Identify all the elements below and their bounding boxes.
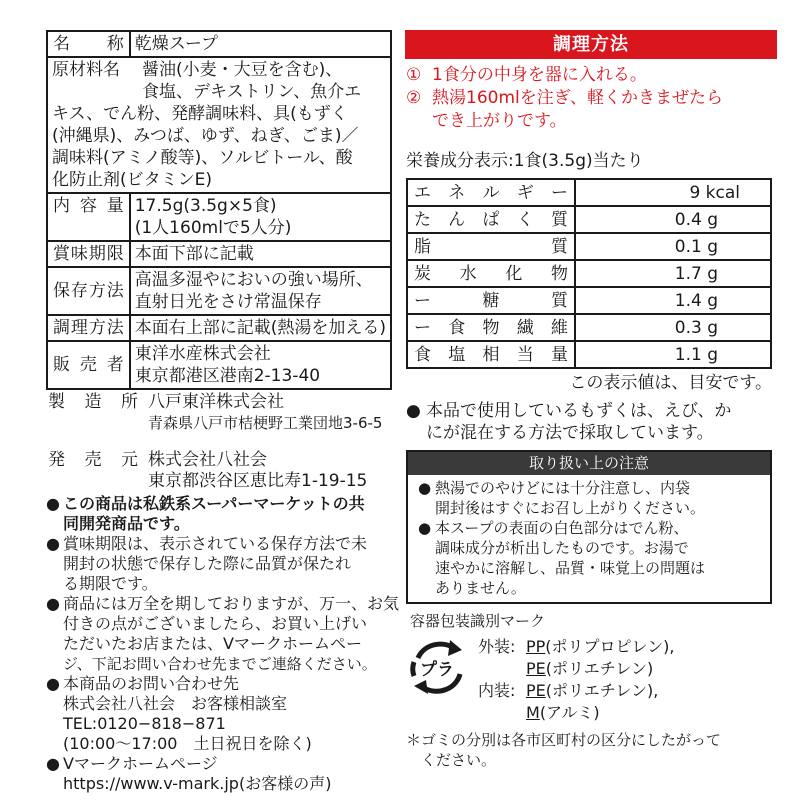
bullet-icon: ● [46, 754, 60, 773]
note-line: る期限です。 [63, 574, 158, 593]
nutrient-name: ー糖質 [407, 287, 575, 314]
manufacturer-label: 製 造 所 [48, 392, 138, 412]
nutrient-name: 食塩相当量 [407, 341, 575, 368]
spec-label-content: 内 容 量 [47, 193, 130, 241]
nutrient-name: 脂質 [407, 233, 575, 260]
note-line: 商品には万全を期しておりますが、万一、お気 [63, 594, 400, 613]
nutrient-value: 1.4 g [575, 287, 771, 314]
packaging-title: 容器包装識別マーク [410, 612, 546, 630]
bullet-icon: ● [406, 401, 421, 421]
nutrition-title: 栄養成分表示:1食(3.5g)当たり [406, 151, 644, 171]
plastic-mark-text: プラ [420, 660, 454, 680]
ingredients-line: 化防止剤(ビタミンE) [52, 170, 213, 190]
packaging-materials [478, 636, 674, 724]
material-desc: (ポリエチレン), [545, 681, 659, 700]
caution-header: 取り扱い上の注意 [408, 452, 770, 475]
nutrition-row [407, 287, 771, 314]
step-text: 1食分の中身を器に入れる。 [432, 65, 647, 85]
caution-item-white-part [418, 518, 762, 598]
waste-note-line: ください。 [421, 751, 497, 769]
material-desc: (アルミ) [539, 703, 600, 722]
nutrient-name: ー食物繊維 [407, 314, 575, 341]
cooking-header: 調理方法 [405, 30, 777, 59]
spec-value-content [130, 193, 391, 241]
note-line: 賞味期限は、表示されている保存方法で未 [63, 534, 368, 553]
cooking-step-1 [406, 64, 786, 87]
allergy-note [406, 400, 776, 444]
plastic-recycle-icon [404, 636, 470, 698]
step-number: ② [406, 88, 422, 108]
material-desc: (ポリプロピレン), [545, 637, 675, 656]
spec-row-seller [47, 341, 391, 389]
outer-package-row [478, 636, 674, 658]
ingredients-line: 食塩、デキストリン、魚介エ [142, 82, 362, 102]
caution-item-burn [418, 478, 762, 518]
nutrient-value: 0.4 g [575, 206, 771, 233]
spec-row-cooking [47, 315, 391, 341]
spec-value-expiry: 本面下部に記載 [130, 241, 391, 267]
notes-list [46, 494, 402, 794]
seller-line: 東洋水産株式会社 [134, 344, 271, 364]
spec-value-name: 乾燥スープ [130, 31, 391, 57]
nutrient-value: 0.3 g [575, 314, 771, 341]
nutrient-name: たんぱく質 [407, 206, 575, 233]
nutrient-value: 0.1 g [575, 233, 771, 260]
distributor-label: 発 売 元 [48, 450, 138, 470]
caution-line: 速やかに溶解し、品質・味覚上の問題は [435, 559, 706, 577]
spec-ingredients-cell [47, 57, 391, 193]
nutrition-row [407, 233, 771, 260]
outer-package-row-2 [478, 658, 674, 680]
note-line: (10:00〜17:00 土日祝日を除く) [63, 734, 312, 753]
bullet-icon: ● [46, 594, 60, 613]
caution-line: 本スープの表面の白色部分はでん粉、 [435, 519, 689, 537]
note-homepage [46, 754, 402, 794]
content-line: (1人160mlで5人分) [134, 218, 292, 238]
spec-label-storage: 保存方法 [47, 267, 130, 315]
allergy-line: にが混在する方法で採取しています。 [426, 423, 714, 443]
waste-sorting-note [406, 730, 778, 770]
bullet-icon: ● [46, 674, 60, 693]
allergy-line: 本品で使用しているもずくは、えび、か [426, 401, 732, 421]
caution-line: 開封後はすぐにお召し上がりください。 [435, 499, 706, 517]
bullet-icon: ● [46, 494, 60, 513]
nutrition-table [406, 178, 772, 369]
manufacturer-block [48, 392, 398, 436]
asterisk-mark: ＊ [406, 731, 422, 749]
spec-row-ingredients [47, 57, 391, 193]
note-line: 開封の状態で保存した際に品質が保たれ [63, 554, 352, 573]
nutrient-value: 1.7 g [575, 260, 771, 287]
note-joint-product [46, 494, 402, 534]
spec-label-expiry: 賞味期限 [47, 241, 130, 267]
nutrient-value: 9 kcal [575, 179, 771, 206]
material-code: PP [526, 637, 546, 656]
distributor-block [48, 450, 398, 494]
content-line: 17.5g(3.5g×5食) [134, 196, 277, 216]
ingredients-line: 調味料(アミノ酸等)、ソルビトール、酸 [52, 148, 353, 168]
seller-line: 東京都港区港南2-13-40 [134, 366, 321, 386]
spec-value-storage [130, 267, 391, 315]
note-contact-request [46, 594, 402, 674]
manufacturer-address: 青森県八戸市桔梗野工業団地3-6-5 [148, 414, 383, 432]
note-line: Vマークホームページ [63, 754, 218, 773]
spec-label-ingredients: 原材料名 [52, 60, 120, 80]
note-line: この商品は私鉄系スーパーマーケットの共 [63, 494, 365, 513]
spec-row-content [47, 193, 391, 241]
product-spec-table [46, 30, 392, 390]
note-inquiry [46, 674, 402, 754]
inner-package-row [478, 680, 674, 702]
material-code: M [526, 703, 540, 722]
spec-row-name [47, 31, 391, 57]
phone-number: TEL:0120−818−871 [63, 714, 226, 733]
cooking-steps [406, 64, 786, 133]
outer-label: 外装: [478, 637, 516, 656]
cooking-step-2 [406, 87, 786, 133]
storage-line: 直射日光をさけ常温保存 [134, 292, 322, 312]
material-code: PE [526, 681, 546, 700]
caution-line: 調味成分が析出したものです。お湯で [435, 539, 689, 557]
note-expiry [46, 534, 402, 594]
nutrient-name: 炭水化物 [407, 260, 575, 287]
waste-note-line: ゴミの分別は各市区町村の区分にしたがって [421, 731, 722, 749]
bullet-icon: ● [418, 519, 432, 537]
nutrition-row [407, 314, 771, 341]
nutrition-row [407, 206, 771, 233]
material-code: PE [526, 659, 546, 678]
note-line: ただいたお店または、Vマークホームペー [63, 634, 362, 653]
homepage-url: https://www.v-mark.jp(お客様の声) [63, 774, 332, 793]
storage-line: 高温多湿やにおいの強い場所、 [134, 270, 373, 290]
distributor-name: 株式会社八社会 [148, 450, 267, 470]
nutrition-row [407, 341, 771, 368]
step-number: ① [406, 65, 422, 85]
ingredients-line: 醤油(小麦・大豆を含む)、 [142, 60, 343, 80]
note-line: 付きの点がございましたら、お買い上げい [63, 614, 368, 633]
nutrition-row [407, 179, 771, 206]
step-text: でき上がりです。 [432, 111, 567, 131]
nutrition-row [407, 260, 771, 287]
manufacturer-name: 八戸東洋株式会社 [148, 392, 284, 412]
nutrition-footnote: この表示値は、目安です。 [569, 373, 772, 393]
spec-label-name: 名 称 [47, 31, 130, 57]
caution-line: 熱湯でのやけどには十分注意し、内袋 [435, 479, 691, 497]
ingredients-line: (沖縄県)、みつば、ゆず、ねぎ、ごま)／ [52, 126, 359, 146]
spec-value-cooking: 本面右上部に記載(熱湯を加える) [130, 315, 391, 341]
note-line: ジ、下記お問い合わせ先までご連絡ください。 [63, 655, 377, 673]
handling-caution-box [406, 450, 772, 604]
step-text: 熱湯160mlを注ぎ、軽くかきまぜたら [432, 88, 724, 108]
note-line: 同開発商品です。 [63, 514, 190, 533]
ingredients-line: キス、でん粉、発酵調味料、具(もずく [52, 104, 348, 124]
spec-value-seller [130, 341, 391, 389]
spec-label-cooking: 調理方法 [47, 315, 130, 341]
bullet-icon: ● [418, 479, 432, 497]
bullet-icon: ● [46, 534, 60, 553]
distributor-address: 東京都渋谷区恵比寿1-19-15 [148, 471, 368, 491]
spec-label-seller: 販 売 者 [47, 341, 130, 389]
spec-row-storage [47, 267, 391, 315]
inner-label: 内装: [478, 681, 516, 700]
note-line: 株式会社八社会 お客様相談室 [63, 694, 288, 713]
note-line: 本商品のお問い合わせ先 [63, 674, 240, 693]
spec-row-expiry [47, 241, 391, 267]
nutrient-name: エネルギー [407, 179, 575, 206]
nutrient-value: 1.1 g [575, 341, 771, 368]
caution-line: ありません。 [435, 579, 526, 597]
inner-package-row-2 [478, 702, 674, 724]
material-desc: (ポリエチレン) [545, 659, 654, 678]
